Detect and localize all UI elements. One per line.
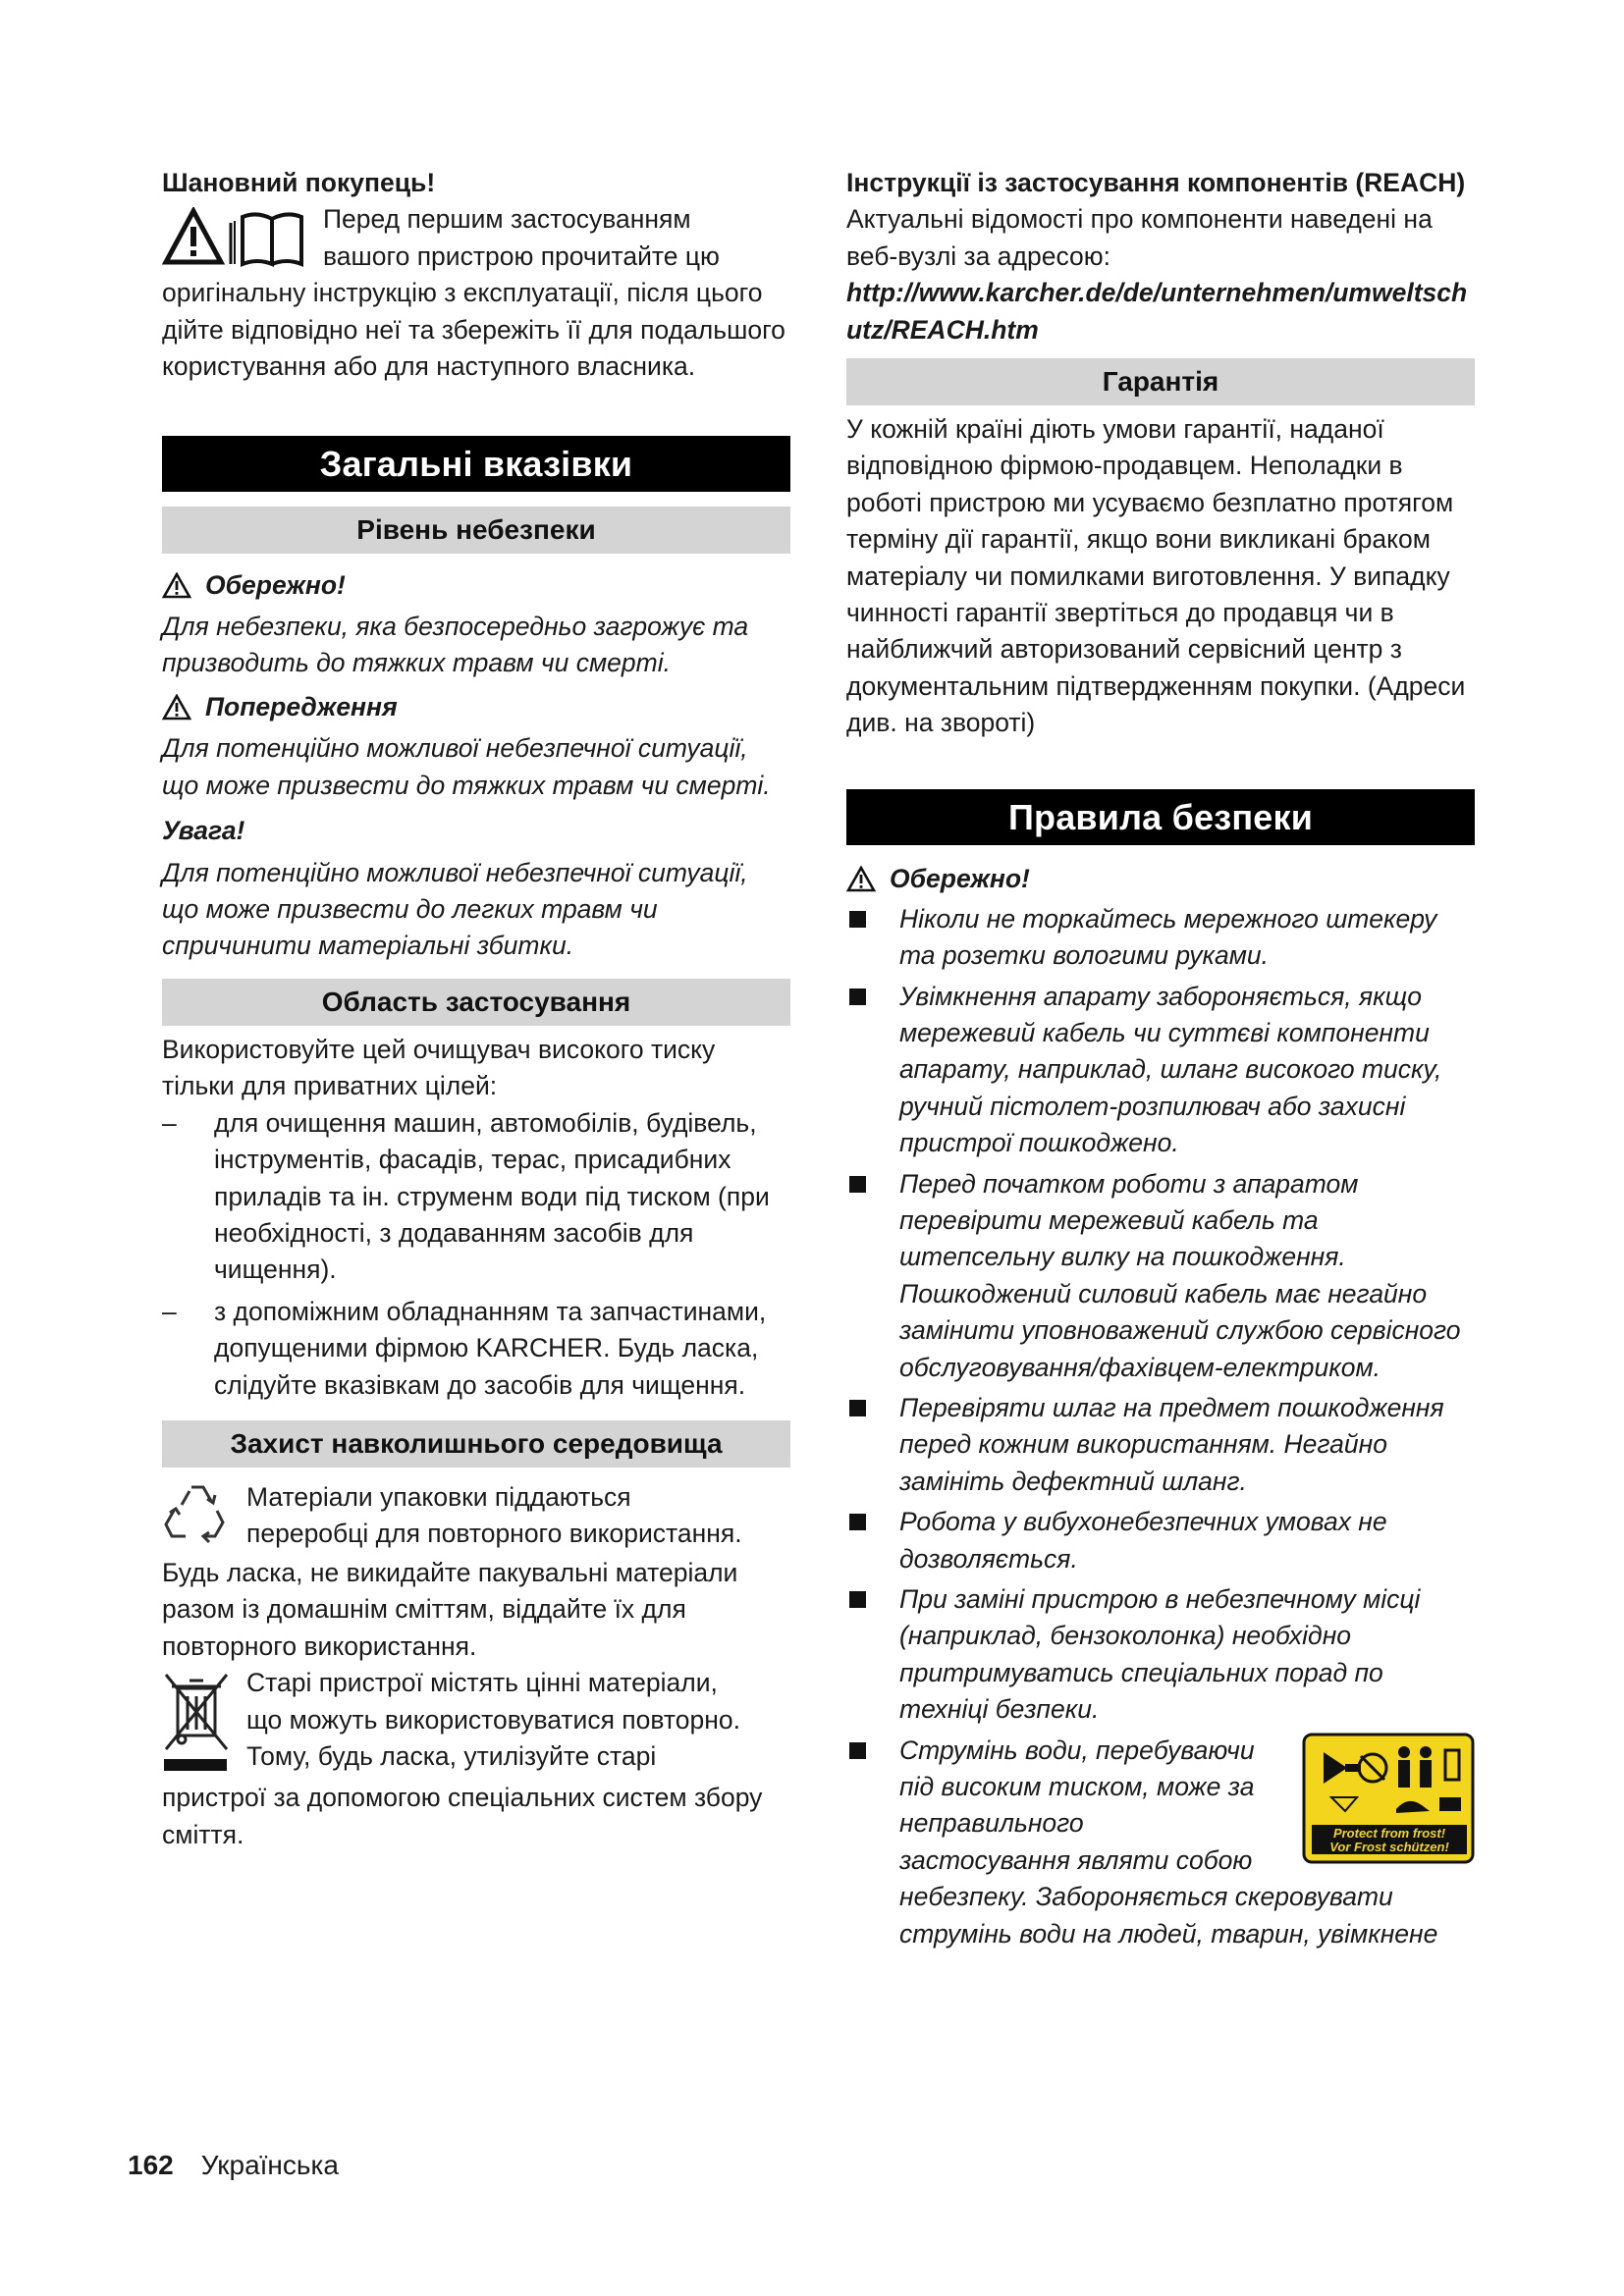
list-item xyxy=(846,901,1475,975)
intro-text: оригінальну інструкцію з експлуатації, після цього дійте відповідно неї та збережіть її для подальшого користування або для наступного власника. xyxy=(162,278,785,382)
list-item xyxy=(846,1581,1475,1729)
list-item-text: Перед початком роботи з апаратом перевірити мережевий кабель та штепсельну вилку на пошкодження. Пошкоджений силовий кабель має негайно замінити уповноважений службою сервісного обслуговування/фахівцем-електриком. xyxy=(899,1168,1461,1382)
last-item-line-3: неправильного xyxy=(899,1808,1084,1839)
caution-title-text: Обережно! xyxy=(205,569,346,600)
warranty-heading: Гарантія xyxy=(846,358,1475,405)
caution-title xyxy=(162,567,790,604)
recycling-text: Будь ласка, не викидайте пакувальні матеріали разом із домашнім сміттям, віддайте їх для повторного використання. xyxy=(162,1557,738,1661)
scope-of-use-heading: Область застосування xyxy=(162,979,790,1026)
dear-customer-heading: Шановний покупець! xyxy=(162,168,436,197)
disposal-block xyxy=(162,1665,790,1853)
bullet-square xyxy=(849,1514,866,1530)
list-item-text: для очищення машин, автомобілів, будівель, інструментів, фасадів, терас, присадибних приладів та ін. струменм води під тиском (при необхідності, з додаванням засобів для чищення). xyxy=(214,1107,770,1285)
bullet-square xyxy=(849,1591,866,1608)
general-instructions-heading: Загальні вказівки xyxy=(162,436,790,492)
crossed-bin-icon xyxy=(162,1669,233,1780)
reach-heading: Інструкції із застосування компонентів (REACH) xyxy=(846,168,1466,197)
bullet-square xyxy=(849,911,866,928)
warning-title xyxy=(162,689,790,725)
list-item xyxy=(846,1733,1475,1952)
attention-text: Для потенційно можливої небезпечної ситуації, що може призвести до легких травм чи спричинити матеріальні збитки. xyxy=(162,857,748,961)
warning-triangle-icon xyxy=(162,572,191,599)
intro-line-1: Перед першим застосуванням xyxy=(323,204,691,235)
disposal-line-1: Старі пристрої містять цінні матеріали, xyxy=(246,1668,718,1698)
last-item-line-1: Струмінь води, перебуваючи xyxy=(899,1735,1255,1765)
bullet-square xyxy=(849,1742,866,1759)
recycling-block xyxy=(162,1479,790,1665)
list-item xyxy=(162,1105,790,1289)
list-item xyxy=(846,979,1475,1162)
dash-marker: – xyxy=(162,1296,177,1326)
left-column xyxy=(162,165,790,1853)
intro-line-2: вашого пристрою прочитайте цю xyxy=(323,240,720,271)
environment-heading: Захист навколишнього середовища xyxy=(162,1420,790,1468)
disposal-text: пристрої за допомогою спеціальних систем збору сміття. xyxy=(162,1783,763,1849)
list-item-text: Перевіряти шлаг на предмет пошкодження перед кожним використанням. Негайно замініть дефектний шланг. xyxy=(899,1392,1444,1496)
warning-manual-icon xyxy=(162,207,309,275)
reach-url[interactable]: http://www.karcher.de/de/unternehmen/umweltschutz/REACH.htm xyxy=(846,278,1468,345)
safety-list xyxy=(846,901,1475,1952)
warranty-text: У кожній країні діють умови гарантії, наданої відповідною фірмою-продавцем. Неполадки в роботі пристрою ми усуваємо безплатно протягом терміну дії гарантії, якщо вони викликані браком матеріалу чи помилками виготовлення. У випадку чинності гарантії звертіться до продавця чи в найближчий авторизований сервісний центр з документальним підтвердженням покупки. (Адреси див. на звороті) xyxy=(846,414,1466,738)
bullet-square xyxy=(849,1176,866,1193)
safety-caution-text: Обережно! xyxy=(890,863,1030,893)
warning-triangle-icon xyxy=(162,694,191,721)
last-item-rest: небезпеку. Забороняється скеровувати струмінь води на людей, тварин, увімкнене xyxy=(899,1882,1438,1949)
list-item xyxy=(846,1166,1475,1386)
bullet-square xyxy=(849,1400,866,1416)
bullet-square xyxy=(849,988,866,1005)
warning-triangle-icon xyxy=(846,866,876,892)
caution-text: Для небезпеки, яка безпосередньо загрожує та призводить до тяжких травм чи смерті. xyxy=(162,611,749,678)
warning-title-text: Попередження xyxy=(205,692,398,722)
disposal-line-3: Тому, будь ласка, утилізуйте старі xyxy=(246,1740,657,1771)
list-item xyxy=(846,1504,1475,1577)
last-item-line-4: застосування являти собою xyxy=(899,1844,1253,1875)
last-item-line-2: під високим тиском, може за xyxy=(899,1772,1255,1802)
right-column xyxy=(846,165,1475,1952)
warning-text: Для потенційно можливої небезпечної ситуації, що може призвести до тяжких травм чи смерті. xyxy=(162,733,771,800)
list-item xyxy=(162,1294,790,1404)
safety-caution-title xyxy=(846,861,1475,897)
page-number: 162 xyxy=(128,2150,174,2180)
list-item-text: Увімкнення апарату забороняється, якщо мережевий кабель чи суттєві компоненти апарату, наприклад, шланг високого тиску, ручний пістолет-розпилювач або захисні пристрої пошкоджено. xyxy=(899,981,1442,1158)
frost-label-line-1: Protect from frost! xyxy=(1332,1825,1446,1841)
list-item xyxy=(846,1390,1475,1500)
recycling-line-1: Матеріали упаковки піддаються xyxy=(246,1481,631,1512)
list-item-text: з допоміжним обладнанням та запчастинами, допущеними фірмою KARCHER. Будь ласка, слідуйте вказівкам до засобів для чищення. xyxy=(214,1296,767,1400)
use-list xyxy=(162,1105,790,1404)
list-item-text: При заміні пристрою в небезпечному місці (наприклад, бензоколонка) необхідно притримуватись спеціальних порад по техніці безпеки. xyxy=(899,1584,1421,1725)
safety-rules-heading: Правила безпеки xyxy=(846,789,1475,845)
danger-level-heading: Рівень небезпеки xyxy=(162,507,790,554)
attention-title: Увага! xyxy=(162,816,245,846)
reach-text: Актуальні відомості про компоненти наведені на веб-вузлі за адресою: xyxy=(846,204,1433,271)
disposal-line-2: що можуть використовуватися повторно. xyxy=(246,1704,740,1735)
list-item-text: Робота у вибухонебезпечних умовах не дозволяється. xyxy=(899,1507,1387,1574)
use-intro: Використовуйте цей очищувач високого тиску тільки для приватних цілей: xyxy=(162,1034,716,1101)
footer-language: Українська xyxy=(200,2150,339,2180)
dash-marker: – xyxy=(162,1107,177,1138)
page-footer xyxy=(128,2150,339,2181)
frost-label-line-2: Vor Frost schützen! xyxy=(1329,1839,1449,1854)
intro-block xyxy=(162,201,790,385)
frost-warning-label xyxy=(1302,1733,1475,1864)
recycling-icon xyxy=(162,1481,233,1555)
recycling-line-2: переробці для повторного використання. xyxy=(246,1519,742,1549)
list-item-text: Ніколи не торкайтесь мережного штекеру та розетки вологими руками. xyxy=(899,903,1437,971)
